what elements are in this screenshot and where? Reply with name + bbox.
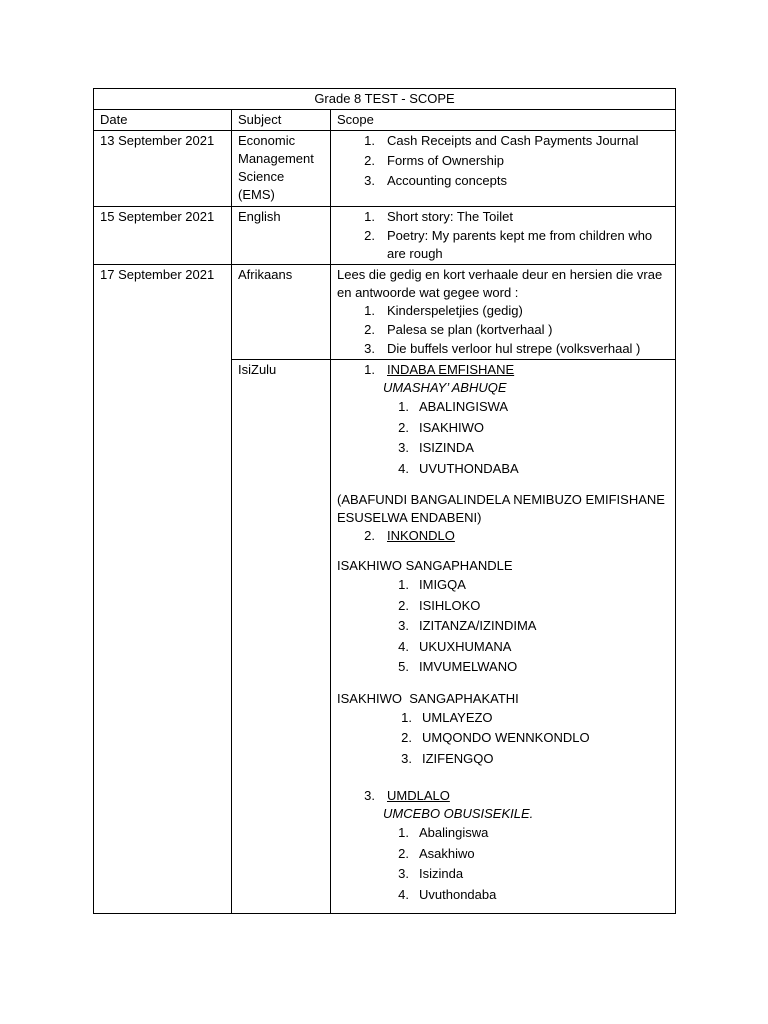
list-item: 2. UMQONDO WENNKONDLO xyxy=(401,730,590,745)
subsection-label: ISAKHIWO SANGAPHAKATHI xyxy=(337,690,519,706)
scope-list xyxy=(395,823,669,905)
scope-cell xyxy=(331,207,676,265)
section-indaba: 1. INDABA EMFISHANE xyxy=(364,362,515,377)
list-item: 1. Kinderspeletjies (gedig) xyxy=(364,303,523,318)
scope-list xyxy=(398,708,669,770)
list-item: 3. ISIZINDA xyxy=(398,440,474,455)
date-cell: 15 September 2021 xyxy=(94,207,232,265)
list-item: 1. Cash Receipts and Cash Payments Journal xyxy=(364,133,639,148)
subsection-label: ISAKHIWO SANGAPHANDLE xyxy=(337,558,513,573)
list-item: 1. Short story: The Toilet xyxy=(364,209,513,224)
table-row xyxy=(94,131,676,207)
scope-cell xyxy=(331,131,676,207)
header-scope: Scope xyxy=(331,110,676,131)
list-item: 2. Palesa se plan (kortverhaal ) xyxy=(364,322,553,337)
instruction-text: Lees die gedig en kort verhaale deur en hersien die vrae en antwoorde wat gegee word : xyxy=(337,267,663,300)
list-item: 5. IMVUMELWANO xyxy=(398,659,518,674)
table-title: Grade 8 TEST - SCOPE xyxy=(94,89,676,110)
header-row xyxy=(94,110,676,131)
list-item: 4. UVUTHONDABA xyxy=(398,460,519,476)
section-heading: INKONDLO xyxy=(387,528,455,543)
test-scope-table xyxy=(93,88,676,914)
subject-cell: Afrikaans xyxy=(232,265,331,360)
list-item: 3. IZITANZA/IZINDIMA xyxy=(398,618,537,633)
header-subject: Subject xyxy=(232,110,331,131)
date-cell: 13 September 2021 xyxy=(94,131,232,207)
date-cell: 17 September 2021 xyxy=(94,265,232,914)
scope-list xyxy=(395,397,669,479)
list-item: 3. IZIFENGQO xyxy=(401,750,494,766)
list-item: 4. UKUXHUMANA xyxy=(398,638,512,654)
list-item: 4. Uvuthondaba xyxy=(398,886,497,902)
scope-list xyxy=(337,132,669,190)
section-inkondlo: 2. INKONDLO xyxy=(364,528,455,543)
list-item: 1. Abalingiswa xyxy=(398,825,489,840)
list-item: 2. ISAKHIWO xyxy=(398,419,485,435)
section-heading: UMDLALO xyxy=(387,788,450,803)
play-title: UMCEBO OBUSISEKILE. xyxy=(383,806,534,821)
section-umdlalo: 3. UMDLALO xyxy=(364,788,450,803)
subject-cell: Economic Management Science (EMS) xyxy=(232,131,331,207)
scope-list xyxy=(395,575,669,678)
subject-cell: English xyxy=(232,207,331,265)
header-date: Date xyxy=(94,110,232,131)
list-item: 3. Accounting concepts xyxy=(364,173,507,188)
story-title: UMASHAY’ ABHUQE xyxy=(383,380,507,395)
list-item: 2. Asakhiwo xyxy=(398,845,475,861)
list-item: 2. Poetry: My parents kept me from children who are rough xyxy=(364,228,653,261)
scope-list xyxy=(337,208,669,263)
note-text: (ABAFUNDI BANGALINDELA NEMIBUZO EMIFISHANE ESUSELWA ENDABENI) xyxy=(337,492,665,525)
section-heading: INDABA EMFISHANE xyxy=(387,362,515,377)
scope-list xyxy=(337,302,669,358)
table-row xyxy=(94,207,676,265)
list-item: 1. IMIGQA xyxy=(398,577,466,592)
list-item: 2. ISIHLOKO xyxy=(398,597,481,613)
table-row xyxy=(94,265,676,360)
list-item: 1. UMLAYEZO xyxy=(401,709,493,725)
scope-cell xyxy=(331,265,676,360)
subject-cell: IsiZulu xyxy=(232,360,331,914)
list-item: 2. Forms of Ownership xyxy=(364,153,505,168)
list-item: 3. Die buffels verloor hul strepe (volksverhaal ) xyxy=(364,341,641,356)
list-item: 3. Isizinda xyxy=(398,866,464,881)
scope-cell xyxy=(331,360,676,914)
list-item: 1. ABALINGISWA xyxy=(398,399,509,414)
